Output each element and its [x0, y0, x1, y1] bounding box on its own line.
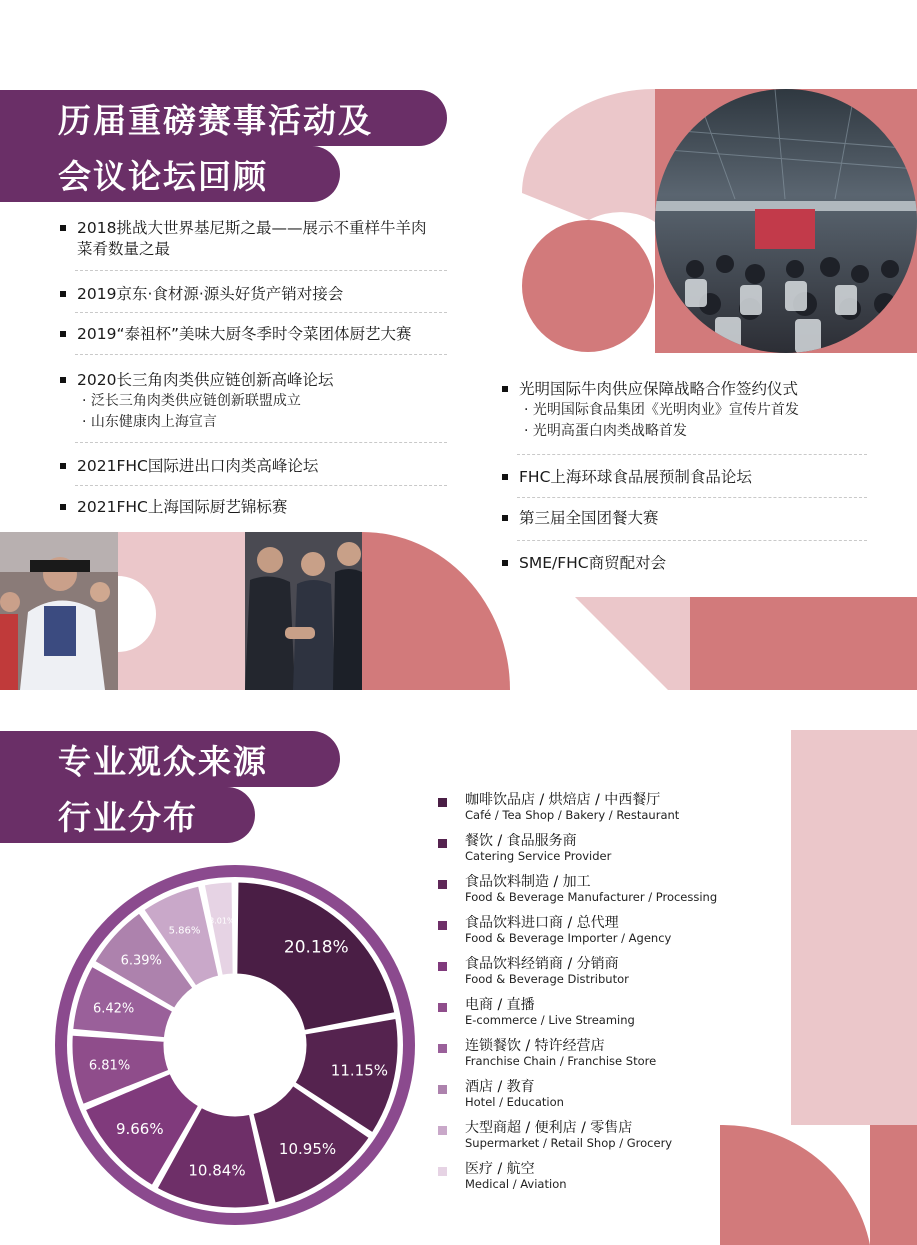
event-title: 光明国际牛肉供应保障战略合作签约仪式: [519, 380, 799, 398]
legend-swatch: [438, 798, 447, 807]
event-title: 2019“泰祖杯”美味大厨冬季时令菜团体厨艺大赛: [77, 325, 412, 343]
event-title: 第三届全国团餐大赛: [519, 509, 659, 527]
legend-label-en: Café / Tea Shop / Bakery / Restaurant: [465, 808, 680, 822]
legend-label-en: Food & Beverage Manufacturer / Processing: [465, 890, 718, 904]
pie-slice-label: 9.66%: [115, 1120, 164, 1139]
divider: [75, 270, 447, 271]
event-item: [60, 456, 460, 477]
legend-label-en: Hotel / Education: [465, 1095, 564, 1109]
bullet-icon: [60, 463, 66, 469]
pie-slice-label: 20.18%: [283, 937, 349, 958]
event-subitem: · 泛长三角肉类供应链创新联盟成立: [82, 393, 301, 409]
event-title: 2020长三角肉类供应链创新高峰论坛: [77, 371, 334, 389]
event-subitem: · 山东健康肉上海宣言: [82, 414, 217, 430]
divider: [75, 354, 447, 355]
legend-label-cn: 餐饮 / 食品服务商: [465, 833, 577, 849]
handshake-photo: [245, 532, 362, 690]
bullet-icon: [60, 291, 66, 297]
divider: [517, 540, 867, 541]
bullet-icon: [60, 377, 66, 383]
event-item: [502, 553, 882, 574]
legend-swatch: [438, 880, 447, 889]
event-title: SME/FHC商贸配对会: [519, 554, 667, 572]
legend-label-en: Food & Beverage Distributor: [465, 972, 629, 986]
event-item: [502, 467, 882, 488]
divider: [75, 485, 447, 486]
legend-swatch: [438, 1044, 447, 1053]
pie-slice-label: 3.01%: [209, 916, 235, 926]
event-item: [60, 324, 460, 345]
divider: [517, 497, 867, 498]
section1-title-text-2: 会议论坛回顾: [58, 156, 268, 196]
event-item: [60, 218, 460, 260]
legend-swatch: [438, 1085, 447, 1094]
pie-slice-label: 10.84%: [188, 1161, 246, 1180]
pie-slice-label: 6.81%: [88, 1058, 131, 1074]
event-title: 2018挑战大世界基尼斯之最——展示不重样牛羊肉: [77, 219, 427, 237]
bullet-icon: [502, 386, 508, 392]
event-subitem: · 光明高蛋白肉类战略首发: [524, 423, 687, 439]
pie-slice-label: 10.95%: [278, 1140, 337, 1159]
section2-title-line2: [0, 787, 255, 843]
legend-swatch: [438, 962, 447, 971]
legend-label-en: Supermarket / Retail Shop / Grocery: [465, 1136, 673, 1150]
event-item: [502, 508, 882, 529]
pie-slice-label: 11.15%: [330, 1061, 389, 1080]
legend-label-cn: 医疗 / 航空: [465, 1161, 535, 1177]
divider: [75, 442, 447, 443]
section2-title-text-1: 专业观众来源: [58, 741, 268, 781]
bullet-icon: [60, 331, 66, 337]
conference-hall-photo: [655, 89, 917, 353]
divider: [517, 454, 867, 455]
legend-swatch: [438, 839, 447, 848]
event-title-cont: 菜肴数量之最: [77, 240, 171, 258]
section2-title-text-2: 行业分布: [58, 797, 198, 837]
legend-label-cn: 食品饮料制造 / 加工: [465, 874, 591, 890]
legend-label-en: Franchise Chain / Franchise Store: [465, 1054, 657, 1068]
event-title: FHC上海环球食品展预制食品论坛: [519, 468, 752, 486]
event-title: 2019京东·食材源·源头好货产销对接会: [77, 285, 344, 303]
legend-label-en: Food & Beverage Importer / Agency: [465, 931, 672, 945]
legend-label-cn: 大型商超 / 便利店 / 零售店: [465, 1120, 633, 1136]
legend-swatch: [438, 1126, 447, 1135]
bullet-icon: [502, 515, 508, 521]
bullet-icon: [502, 560, 508, 566]
legend-label-cn: 酒店 / 教育: [465, 1079, 535, 1095]
section2-title-line1: [0, 731, 340, 787]
section1-title-text-1: 历届重磅赛事活动及: [58, 100, 373, 140]
pie-slice-label: 6.42%: [92, 1001, 135, 1017]
bullet-icon: [60, 225, 66, 231]
section2-side-decoration: [720, 730, 917, 1245]
legend-swatch: [438, 1003, 447, 1012]
pie-slice-label: 5.86%: [168, 925, 201, 937]
legend-swatch: [438, 1167, 447, 1176]
event-item: [502, 379, 882, 442]
legend-label-cn: 食品饮料经销商 / 分销商: [465, 956, 619, 972]
pie-slice-label: 6.39%: [120, 953, 162, 969]
event-item: [60, 370, 460, 433]
legend-label-cn: 电商 / 直播: [465, 997, 535, 1013]
legend-label-en: Catering Service Provider: [465, 849, 612, 863]
legend-label-en: E-commerce / Live Streaming: [465, 1013, 635, 1027]
event-subitem: · 光明国际食品集团《光明肉业》宣传片首发: [524, 402, 799, 418]
legend-label-cn: 连锁餐饮 / 特许经营店: [465, 1038, 605, 1054]
event-item: [60, 497, 460, 518]
legend-label-en: Medical / Aviation: [465, 1177, 567, 1191]
bullet-icon: [60, 504, 66, 510]
industry-distribution-pie-chart: [50, 858, 420, 1228]
event-item: [60, 284, 460, 305]
legend-label-cn: 咖啡饮品店 / 烘焙店 / 中西餐厅: [465, 792, 661, 808]
event-title: 2021FHC上海国际厨艺锦标赛: [77, 498, 288, 516]
bullet-icon: [502, 474, 508, 480]
legend-label-cn: 食品饮料进口商 / 总代理: [465, 915, 619, 931]
event-title: 2021FHC国际进出口肉类高峰论坛: [77, 457, 319, 475]
legend-swatch: [438, 921, 447, 930]
chef-competition-photo: [0, 532, 118, 690]
divider: [75, 312, 447, 313]
